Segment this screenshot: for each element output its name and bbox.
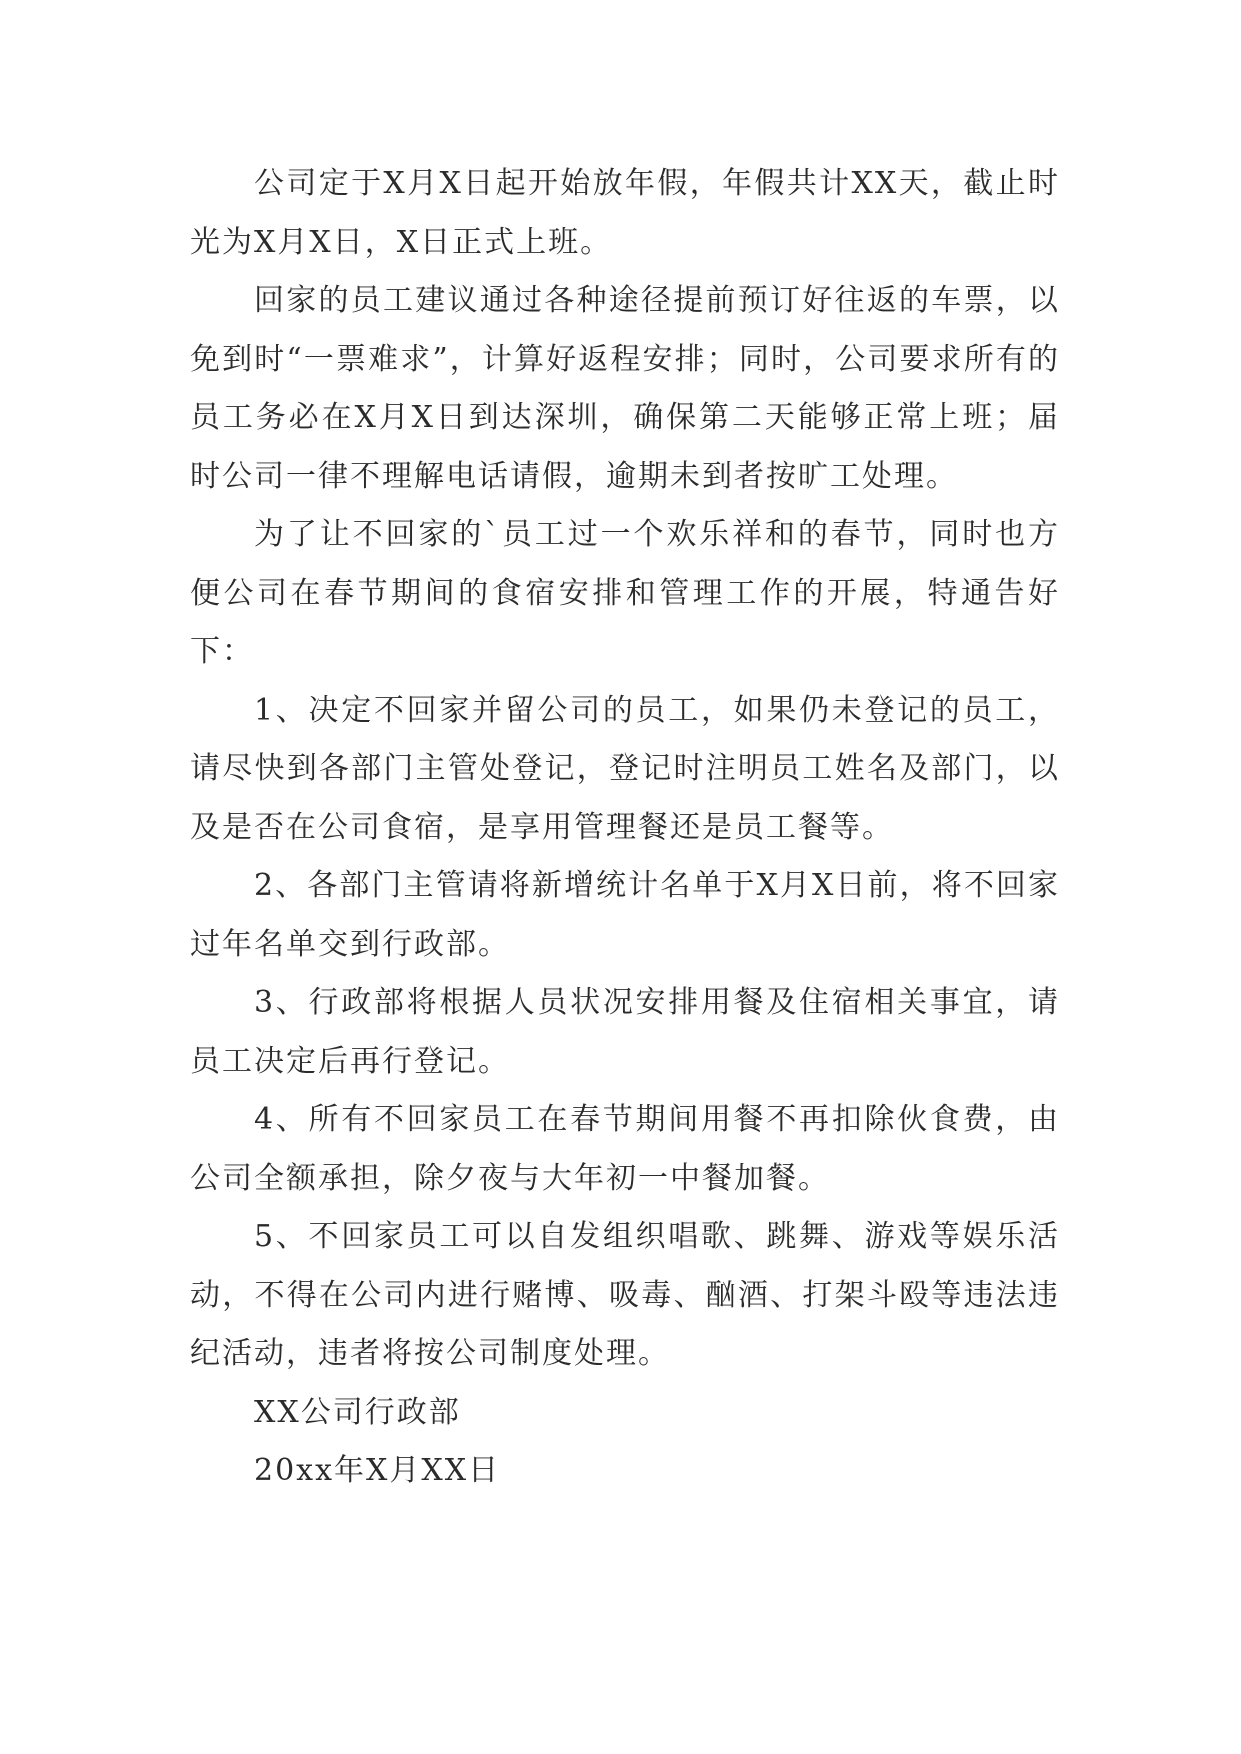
- signature-department: XX公司行政部: [254, 1394, 461, 1430]
- document-body: [190, 155, 1060, 1501]
- paragraph-item-1: 1、决定不回家并留公司的员工，如果仍未登记的员工，请尽快到各部门主管处登记，登记时注明员工姓名及部门，以及是否在公司食宿，是享用管理餐还是员工餐等。: [190, 692, 1060, 845]
- paragraph-item-5: 5、不回家员工可以自发组织唱歌、跳舞、游戏等娱乐活动，不得在公司内进行赌博、吸毒、酗酒、打架斗殴等违法违纪活动，违者将按公司制度处理。: [190, 1219, 1060, 1371]
- paragraph-item-2: 2、各部门主管请将新增统计名单于X月X日前，将不回家过年名单交到行政部。: [190, 868, 1060, 962]
- paragraph-item-4: 4、所有不回家员工在春节期间用餐不再扣除伙食费，由公司全额承担，除夕夜与大年初一中餐加餐。: [190, 1102, 1060, 1196]
- signature-date: 20xx年X月XX日: [254, 1453, 501, 1488]
- paragraph-travel-advice: 回家的员工建议通过各种途径提前预订好往返的车票，以免到时“一票难求”，计算好返程安排；同时，公司要求所有的员工务必在X月X日到达深圳，确保第二天能够正常上班；届时公司一律不理解电话请假，逾期未到者按旷工处理。: [190, 283, 1060, 494]
- paragraph-item-3: 3、行政部将根据人员状况安排用餐及住宿相关事宜，请员工决定后再行登记。: [190, 985, 1060, 1079]
- paragraph-notice-intro: 为了让不回家的`员工过一个欢乐祥和的春节，同时也方便公司在春节期间的食宿安排和管理工作的开展，特通告好下：: [190, 517, 1060, 669]
- paragraph-holiday-period: 公司定于X月X日起开始放年假，年假共计XX天，截止时光为X月X日，X日正式上班。: [190, 166, 1060, 260]
